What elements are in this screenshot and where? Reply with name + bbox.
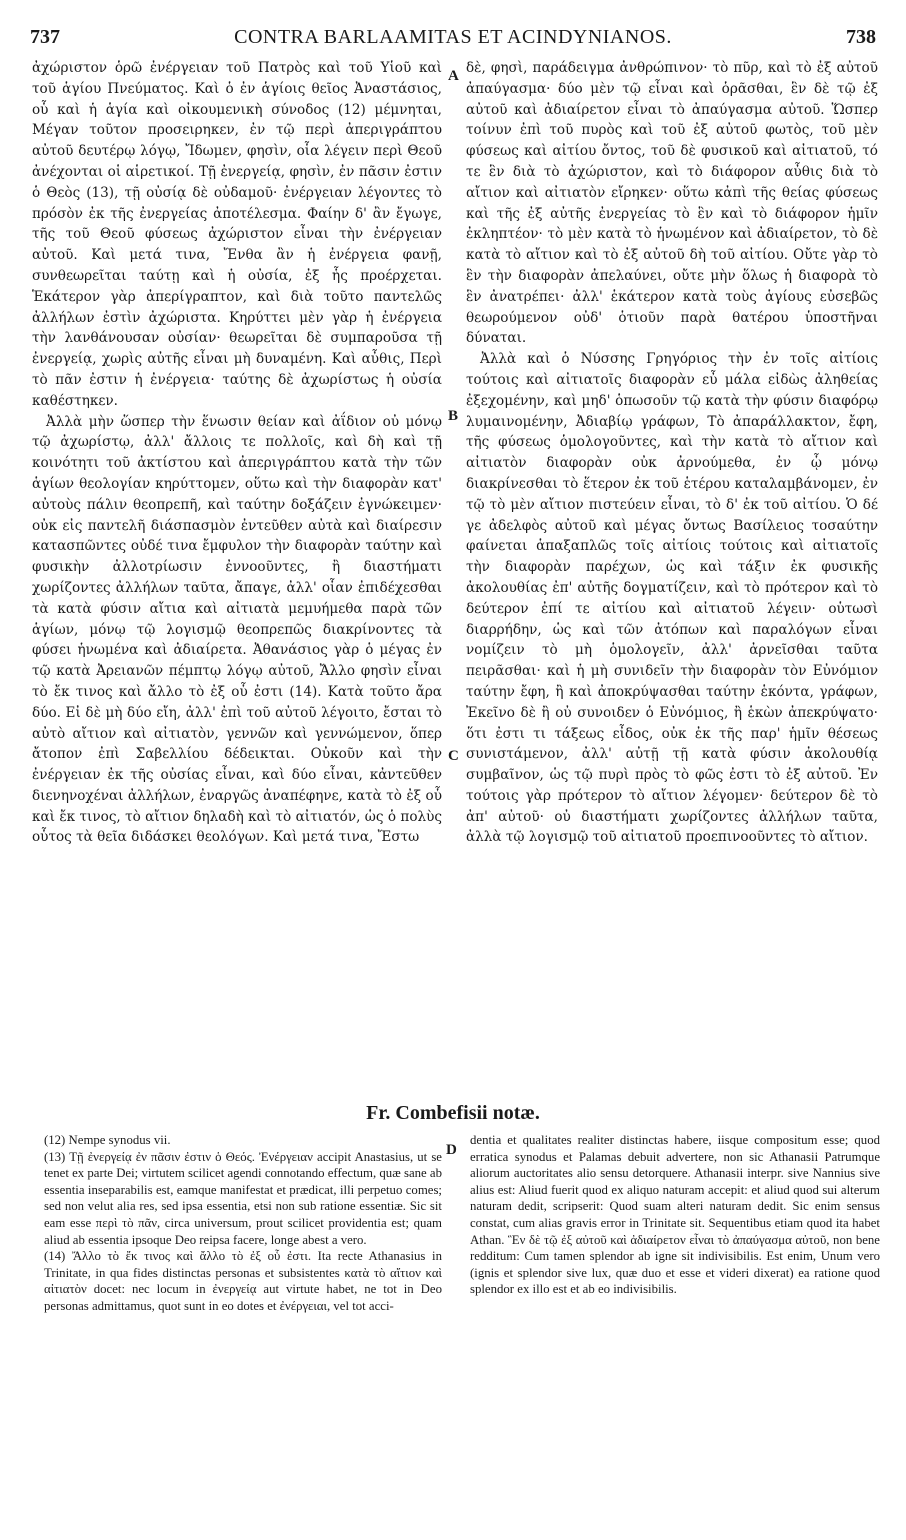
running-title: CONTRA BARLAAMITAS ET ACINDYNIANOS. <box>234 26 672 48</box>
main-text-column-left <box>32 58 442 1098</box>
note: (12) Nempe synodus vii. <box>44 1133 171 1147</box>
section-marker-b: B <box>448 408 459 424</box>
left-page-number: 737 <box>30 26 60 48</box>
section-marker-c: C <box>448 748 459 764</box>
paragraph: ἀχώριστον ὁρῶ ἐνέργειαν τοῦ Πατρὸς καὶ τοῦ Υἱοῦ καὶ τοῦ ἁγίου Πνεύματος. Καὶ ὁ ἐν ἁγίοις θεῖος Ἀναστάσιος, οὗ καὶ ἡ ἁγία καὶ οἰκουμενικὴ σύνοδος (12) μέμνηται, Μέγαν τοῦτον προσειρηκεν, ἐν τῷ περὶ ἀπεριγράπτου αὐτοῦ δευτέρῳ λόγῳ, Ἴδωμεν, φησὶν, οἷα λέγειν περὶ Θεοῦ ἀνέχονται οἱ αἱρετικοί. Τῇ ἐνεργείᾳ, φησὶν, ἐν πᾶσιν ἐστιν ὁ Θεὸς (13), τῇ οὐσίᾳ δὲ οὐδαμοῦ· ἐνέργειαν λέγοντες τὸ πρόσὸν ἐκ τῆς ἐνεργείας ἀποτέλεσμα. Φαίην δ' ἂν ἔγωγε, τῆς τοῦ Θεοῦ φύσεως ἀχώριστον εἶναι τὴν ἐνέργειαν αὐτοῦ. Καὶ μετά τινα, Ἔνθα ἂν ἡ ἐνέργεια φανῇ, συνθεωρεῖται ταύτῃ καὶ ἡ οὐσία, ἐξ ἧς προέρχεται. Ἑκάτερον γὰρ ἀπερίγραπτον, καὶ διὰ τοῦτο παντελῶς ἀλλήλων ἐστὶν ἀχώριστα. Κηρύττει μὲν γὰρ ἡ ἐνέργεια τὴν λανθάνουσαν οὐσίαν· θεωρεῖται δὲ συμπαροῦσα τῇ ἐνεργείᾳ, χωρὶς αὐτῆς εἶναι μὴ δυναμένη. Καὶ αὖθις, Περὶ τὸ πᾶν ἐστιν ἡ ἐνέργεια· ταύτης δὲ ἀχωρίστως ἡ οὐσία καθέστηκεν. <box>32 60 442 409</box>
note: dentia et qualitates realiter distinctas habere, iisque compositum esse; quod erratica synodus et Palamas debuit advertere, non sic Athanasii Patrumque aliorum auctoritates alio sensu detorquere. Athanasii interpr. sive Nannius sive alius est: Aliud fuerit quod ex aliquo naturam accepit: et aliud quod sui alterum naturam dedit, scripserit: Quod suam alteri naturam dedit. Sic enim sensus constat, cum alias gravis error in Trinitate sit. Sequentibus etiam quod ita habet Athan. Ἓν δὲ τῷ ἐξ αὐτοῦ καὶ ἀδιαίρετον εἶναι τὸ ἀπαύγασμα αὐτοῦ, non bene redditum: Cum tamen splendor ab igne sit indivisibilis. Est enim, Unum vero (ignis et splendor sive lux, quæ duo et esse et videri dixerat) ea ratione quod splendor ex illo est et ab eo indivisibilis. <box>470 1133 880 1297</box>
section-marker-a: A <box>448 68 459 84</box>
paragraph: Ἀλλὰ μὴν ὥσπερ τὴν ἕνωσιν θείαν καὶ ἀΐδιον οὐ μόνῳ τῷ ἀχωρίστῳ, ἀλλ' ἄλλοις τε πολλοῖς, καὶ δὴ καὶ τῇ κοινότητι τοῦ ἀκτίστου καὶ ἀπεριγράπτου κατὰ τὴν τῶν ἁγίων θεολογίαν κηρύττομεν, οὕτω καὶ τὴν διαφορὰν κατ' αὐτοὺς πάλιν θεοπρεπῆ, καὶ ταύτην δοξάζειν ἐγνώκειμεν· οὐκ εἰς παντελῆ διάσπασμὸν ἐντεῦθεν αὐτὰ καὶ διαίρεσιν κατασπῶντες οὐδέ τινα ἔμφυλον τὴν διαφορὰν ταύτην καὶ φυσικὴν ἀλλοτρίωσιν ἐννοοῦντες, ἢ διαστήματι χωρίζοντες ἀλλήλων ταῦτα, ἄπαγε, ἀλλ' οἷαν ἐπιδέχεσθαι τὰ κατὰ φύσιν αἴτια καὶ αἰτιατὰ μεμυήμεθα παρὰ τῶν ἁγίων, μόνῳ τῷ λογισμῷ θεοπρεπῶς διακρίνοντες τὰ φύσει ἡνωμένα καὶ ἀδιαίρετα. Ἀθανάσιος γὰρ ὁ μέγας ἐν τῷ κατὰ Ἀρειανῶν πέμπτῳ λόγῳ αὐτοῦ, Ἄλλο φησὶν εἶναι τὸ ἔκ τινος καὶ ἄλλο τὸ ἐξ οὗ ἐστι (14). Κατὰ τοῦτο ἄρα δύο. Εἰ δὲ μὴ δύο εἴη, ἀλλ' ἐπὶ τοῦ αὐτοῦ λέγοιτο, ἔσται τὸ αὐτὸ αἴτιον καὶ αἰτιατὸν, γεννῶν καὶ γεννώμενον, ὅπερ ἄτοπον ἐπὶ Σαβελλίου δέδεικται. Οὐκοῦν καὶ τὴν ἐνέργειαν ἐκ τῆς οὐσίας εἶναι, καὶ δύο εἶναι, κἀντεῦθεν διενηνοχέναι ἀλλήλων, ἐναργῶς ἀναπέφηνε, κατὰ τὸ ἐξ οὗ καὶ ἔκ τινος, τὸ αἴτιον δηλαδὴ καὶ τὸ αἰτιατόν, ὡς ὁ πολὺς οὗτος τὰ θεῖα διδάσκει θεολόγων. Καὶ μετά τινα, Ἔστω <box>32 413 442 846</box>
page-header <box>30 26 876 56</box>
main-text-column-right <box>466 58 878 1098</box>
paragraph: Ἀλλὰ καὶ ὁ Νύσσης Γρηγόριος τὴν ἐν τοῖς αἰτίοις τούτοις καὶ αἰτιατοῖς διαφορὰν εὖ μάλα εἰδὼς ἀληθείας ἐξεχομένην, καὶ μηδ' ὁπωσοῦν τῷ κατὰ τὴν φύσιν διαφόρῳ λυμαινομένην, Ἀδιαβίῳ γράφων, Τὸ ἀπαράλλακτον, ἔφη, τῆς φύσεως ὁμολογοῦντες, καὶ τὴν κατὰ τὸ αἴτιον καὶ αἰτιατὸν διαφορὰν οὐκ ἀρνούμεθα, ἐν ᾧ μόνῳ διακρίνεσθαι τὸ ἕτερον ἐκ τοῦ ἑτέρου καταλαμβάνομεν, ἐν τῷ τὸ μὲν αἴτιον πιστεύειν εἶναι, τὸ δ' ἐκ τοῦ αἰτίου. Ὁ δέ γε ἀδελφὸς αὐτοῦ καὶ μέγας ὄντως Βασίλειος τοσαύτην φαίνεται ἁπαξαπλῶς τοῖς αἰτίοις τούτοις καὶ αἰτιατοῖς τὴν διαφορὰν παρέχων, ὡς καὶ τάξιν ἐκ φυσικῆς ἀκολουθίας ἐπ' αὐτῆς δογματίζειν, καὶ τὸ πρότερον καὶ τὸ δεύτερον ἐπί τε αἰτίου καὶ αἰτιατοῦ λέγειν· οὑτωσὶ διαρρήδην, ὡς καὶ τῶν ἀτόπων καὶ παραλόγων εἶναι νομίζειν τὸ μὴ ὁμολογεῖν, ἀλλ' ἀρνεῖσθαι ταῦτα πειρᾶσθαι· καὶ ἡ μὴ συνιδεῖν τὴν διαφορὰν τὸν Εὐνόμιον ταύτην ἔφη, ἢ καὶ ἀποκρύψασθαι ταύτην ἑκόντα, γράφων, Ἐκεῖνο δὲ ἢ οὐ συνοιδεν ὁ Εὐνόμιος, ἢ ἑκὼν ἀπεκρύψατο· ὅτι ἐστι τι τάξεως εἶδος, οὐκ ἐκ τῆς παρ' ἡμῖν θέσεως συνιστάμενον, ἀλλ' αὐτῇ τῇ κατὰ φύσιν ἀκολουθίᾳ συμβαῖνον, ὡς τῷ πυρὶ πρὸς τὸ φῶς ἐστι τὸ ἐξ αὐτοῦ. Ἐν τούτοις γὰρ πρότερον τὸ αἴτιον λέγομεν· δεύτερον δὲ τὸ ἀπ' αὐτοῦ· οὐ διαστήματι χωρίζοντες ἀλλήλων ταῦτα, ἀλλὰ τῷ λογισμῷ τοῦ αἰτιατοῦ προεπινοοῦντες τὸ αἴτιον. <box>466 351 878 846</box>
paragraph: δὲ, φησὶ, παράδειγμα ἀνθρώπινον· τὸ πῦρ, καὶ τὸ ἐξ αὐτοῦ ἀπαύγασμα· δύο μὲν τῷ εἶναι καὶ ὁρᾶσθαι, ἓν δὲ τῷ ἐξ αὐτοῦ καὶ ἀδιαίρετον εἶναι τὸ ἀπαύγασμα αὐτοῦ. Ὥσπερ τοίνυν ἐπὶ τοῦ πυρὸς καὶ τοῦ ἐξ αὐτοῦ φωτὸς, τοῦ μὲν φύσεως καὶ αἰτίου ὄντος, τοῦ δὲ φυσικοῦ καὶ αἰτιατοῦ, τό τε ἓν διὰ τὸ ἀχώριστον, καὶ τὸ διάφορον αὖθις διὰ τὸ αἴτιον καὶ αἰτιατὸν εἴρηκεν· οὕτω κἀπὶ τῆς θείας φύσεως καὶ τῆς ἐξ αὐτῆς ἐνεργείας τὸ ἓν καὶ τὸ διάφορον ἡμῖν ἐκληπτέον· τὸ μὲν κατὰ τὸ ἡνωμένον καὶ ἀδιαίρετον, τὸ δὲ κατὰ τὸ αἴτιον καὶ τὸ ἐξ αὐτοῦ δὴ τοῦ αἰτίου. Οὔτε γὰρ τὸ ἓν τὴν διαφορὰν ἀπελαύνει, οὔτε μὴν ὅλως ἡ διαφορὰ τὸ ἓν ἀνατρέπει· ἀλλ' ἑκάτερον κατὰ τοὺς ἁγίους εὐσεβῶς θεωρούμενον οὐδ' ὁτιοῦν παρὰ θατέρου ὑποστῆναι δύναται. <box>466 60 878 347</box>
note: (13) Τῇ ἐνεργείᾳ ἐν πᾶσιν ἐστιν ὁ Θεός. Ἐνέργειαν accipit Anastasius, ut se tenet ex parte Dei; virtutem scilicet agendi connotando effectum, quæ sane ab essentia inseparabilis est, eamque manifestat et prædicat, illi perpetuo comes; sed non velut alia res, sed ipsa essentia, etsi non sub ratione essentiæ. Sic sit eam esse περὶ τὸ πᾶν, circa universum, prout scilicet providentia est; quam aliud ab essentia ipsoque Deo reipsa facere, longe abest a vero. <box>44 1149 442 1247</box>
notes-heading: Fr. Combefisii notæ. <box>366 1102 540 1124</box>
right-page-number: 738 <box>846 26 876 48</box>
section-marker-d: D <box>446 1142 457 1158</box>
note: (14) Ἄλλο τὸ ἔκ τινος καὶ ἄλλο τὸ ἐξ οὗ ἐστι. Ita recte Athanasius in Trinitate, in qua fides distinctas personas et subsistentes κατὰ τὸ αἴτιον καὶ αἰτιατὸν docet: nec locum in ἐνεργείᾳ aut virtute habet, ne tot in Deo personas admittamus, quot sunt in eo dotes et ἐνέργειαι, vel tot acci- <box>44 1249 442 1313</box>
notes-column-left <box>44 1132 442 1532</box>
notes-column-right <box>470 1132 880 1532</box>
